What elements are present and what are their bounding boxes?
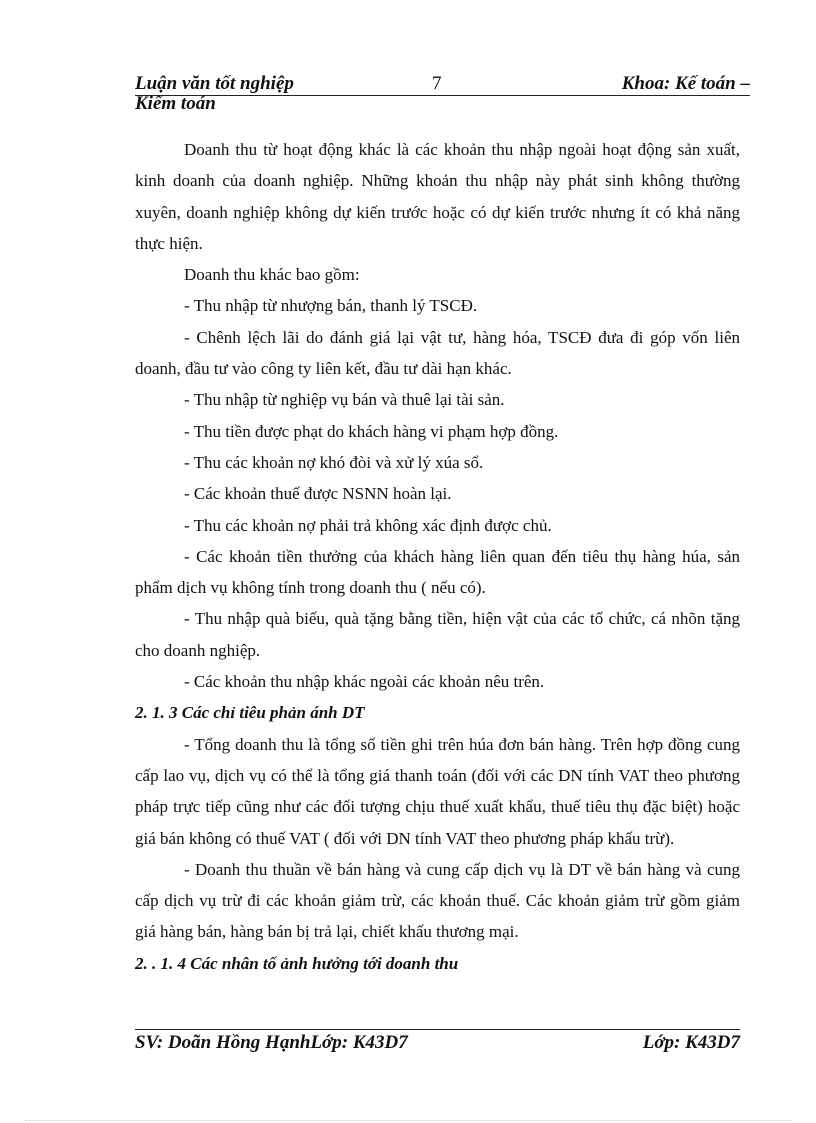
paragraph: - Thu các khoản nợ khó đòi và xử lý xúa sổ. <box>184 452 484 472</box>
paragraph: Doanh thu khác bao gồm: <box>184 265 360 285</box>
page-number: 7 <box>432 73 442 94</box>
header-thesis-title: Luận văn tốt nghiệp <box>135 73 294 94</box>
paragraph: - Thu nhập từ nhượng bán, thanh lý TSCĐ. <box>184 296 478 316</box>
paragraph: - Thu các khoản nợ phải trả không xác định được chủ. <box>184 515 552 535</box>
footer-student: SV: Doãn Hồng HạnhLớp: K43D7 <box>135 1032 408 1053</box>
paragraph: - Các khoản thuế được NSNN hoàn lại. <box>184 484 452 504</box>
paragraph: - Thu nhập từ nghiệp vụ bán và thuê lại tài sản. <box>184 390 505 410</box>
header-divider <box>135 95 750 96</box>
paragraph: - Doanh thu thuần về bán hàng và cung cấp dịch vụ là DT về bán hàng và cung cấp dịch vụ trừ đi các khoản giảm trừ, các khoản thuế. Các khoản giảm trừ gồm giảm giá hàng bán, hàng bán bị trả lại, chiết khấu thương mại. <box>135 859 740 942</box>
paragraph: Doanh thu từ hoạt động khác là các khoản thu nhập ngoài hoạt động sản xuất, kinh doanh của doanh nghiệp. Những khoản thu nhập này phát sinh không thường xuyên, doanh nghiệp không dự kiến trước hoặc có dự kiến trước nhưng ít có khả năng thực hiện. <box>135 140 740 253</box>
section-heading: 2. . 1. 4 Các nhân tố ảnh hưởng tới doanh thu <box>135 953 459 973</box>
page-header <box>135 73 750 95</box>
document-body <box>135 134 740 979</box>
paragraph: - Thu nhập quà biếu, quà tặng bằng tiền, hiện vật của các tổ chức, cá nhõn tặng cho doanh nghiệp. <box>135 609 740 660</box>
paragraph: - Chênh lệch lãi do đánh giá lại vật tư, hàng hóa, TSCĐ đưa đi góp vốn liên doanh, đầu tư vào công ty liên kết, đầu tư dài hạn khác. <box>135 327 740 379</box>
paragraph: - Các khoản thu nhập khác ngoài các khoản nêu trên. <box>184 672 545 692</box>
footer-divider <box>135 1029 740 1030</box>
footer-class: Lớp: K43D7 <box>642 1032 740 1053</box>
page-bottom-border <box>25 1120 791 1121</box>
header-department: Khoa: Kế toán – <box>621 73 750 94</box>
section-heading: 2. 1. 3 Các chỉ tiêu phản ánh DT <box>135 703 365 723</box>
paragraph: - Các khoản tiền thưởng của khách hàng liên quan đến tiêu thụ hàng húa, sản phẩm dịch vụ không tính trong doanh thu ( nếu có). <box>135 546 740 598</box>
paragraph: - Thu tiền được phạt do khách hàng vi phạm hợp đồng. <box>184 421 559 441</box>
page-footer <box>135 1032 740 1056</box>
paragraph: - Tổng doanh thu là tổng số tiền ghi trên húa đơn bán hàng. Trên hợp đồng cung cấp lao vụ, dịch vụ có thể là tổng giá thanh toán (đối với các DN tính VAT theo phương pháp trực tiếp cũng như các đối tượng chịu thuế xuất khẩu, thuế tiêu thụ đặc biệt) hoặc giá bán không có thuế VAT ( đối với DN tính VAT theo phương pháp khấu trừ). <box>135 734 740 848</box>
header-department-continued: Kiểm toán <box>135 93 216 114</box>
